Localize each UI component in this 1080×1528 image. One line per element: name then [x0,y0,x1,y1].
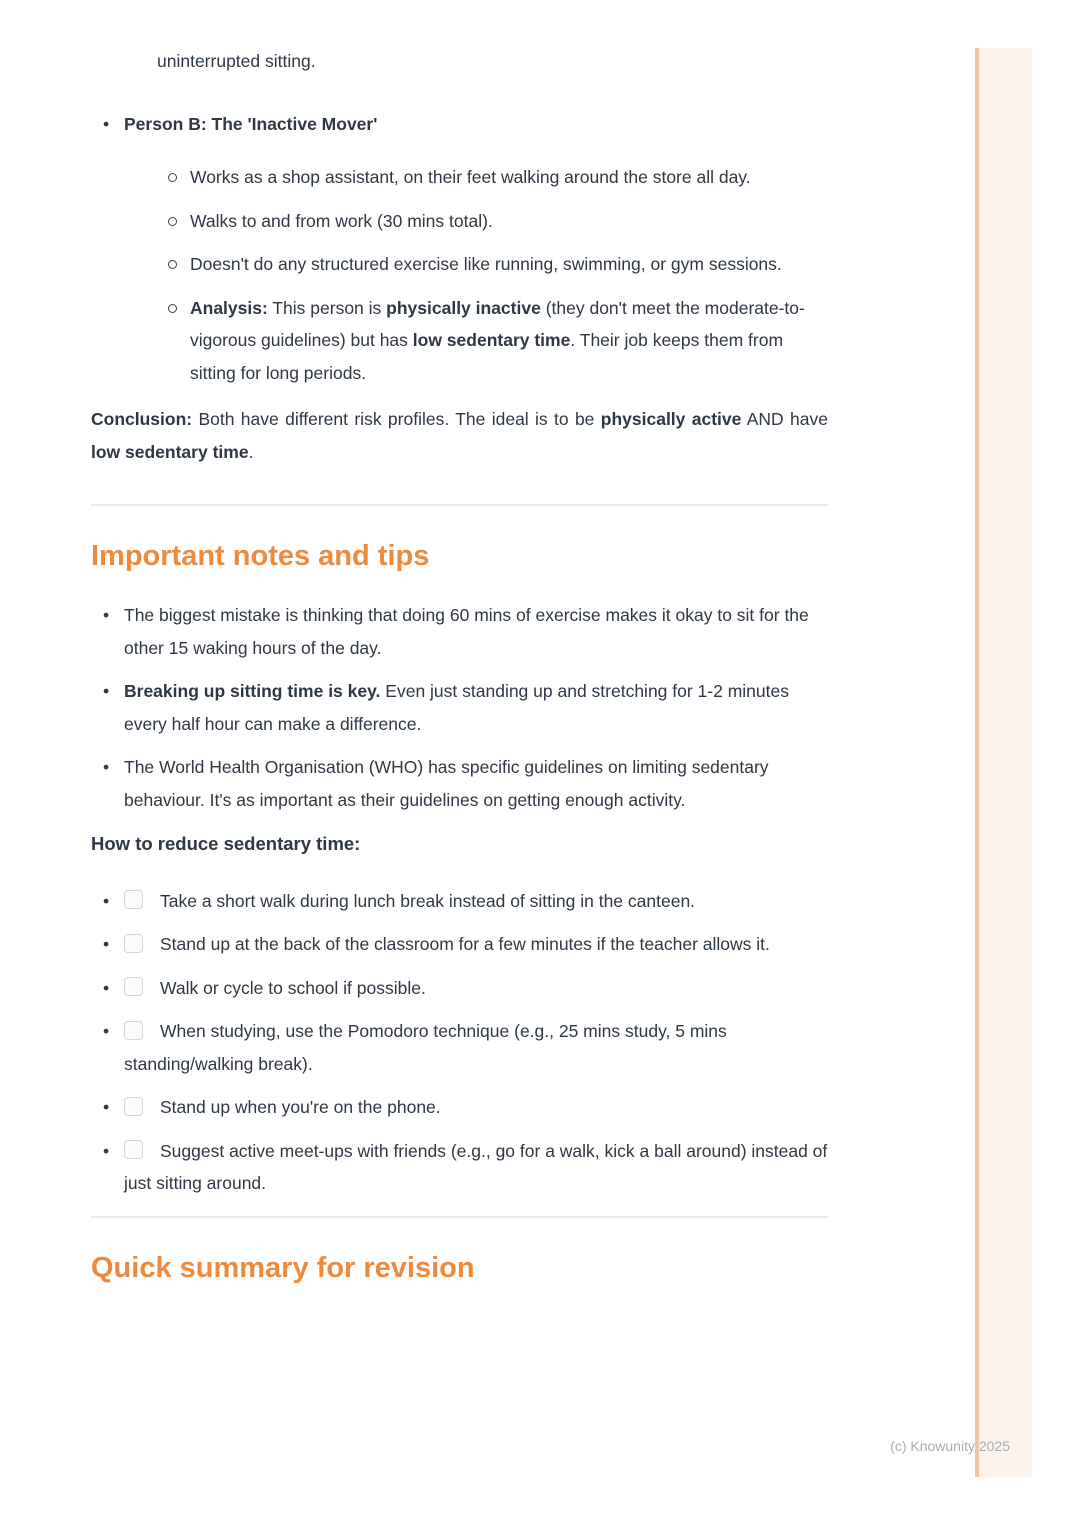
checklist-item [91,1091,828,1124]
todo-checkbox[interactable] [124,1021,143,1040]
checklist-item [91,1135,828,1200]
person-list [91,108,828,390]
conclusion-paragraph: Conclusion: Both have different risk profiles. The ideal is to be physically active AND have low sedentary time. [91,409,828,462]
document-body [91,45,828,1287]
checklist-item-text: Stand up at the back of the classroom for a few minutes if the teacher allows it. [160,934,770,954]
list-item: Works as a shop assistant, on their feet walking around the store all day. [124,161,828,194]
todo-checkbox[interactable] [124,977,143,996]
list-item: • The biggest mistake is thinking that doing 60 mins of exercise makes it okay to sit for the other 15 waking hours of the day. [91,599,828,664]
checklist-item [91,885,828,918]
list-item-person-b [91,108,828,390]
person-b-title: Person B: The 'Inactive Mover' [124,113,378,134]
notes-list [91,599,828,816]
list-item: • Breaking up sitting time is key. Even just standing up and stretching for 1-2 minutes every half hour can make a difference. [91,675,828,740]
todo-checkbox[interactable] [124,890,143,909]
list-item: Walks to and from work (30 mins total). [124,205,828,238]
checklist [91,885,828,1200]
checklist-item-text: Suggest active meet-ups with friends (e.g., go for a walk, kick a ball around) instead of just sitting around. [124,1140,828,1193]
copyright-footer: (c) Knowunity 2025 [890,1438,1010,1454]
todo-checkbox[interactable] [124,934,143,953]
subheading-reduce-sedentary-time: How to reduce sedentary time: [91,833,361,854]
section-divider [91,504,828,506]
paragraph-continuation: uninterrupted sitting. [157,51,316,71]
list-item-analysis: Analysis: This person is physically inactive (they don't meet the moderate-to-vigorous guidelines) but has low sedentary time. Their job keeps them from sitting for long periods. [124,292,828,390]
todo-checkbox[interactable] [124,1097,143,1116]
section-divider [91,1216,828,1218]
list-item: • The World Health Organisation (WHO) has specific guidelines on limiting sedentary behaviour. It's as important as their guidelines on getting enough activity. [91,751,828,816]
checklist-item-text: Walk or cycle to school if possible. [160,977,426,998]
checklist-item [91,1015,828,1080]
section-heading-quick-summary: Quick summary for revision [91,1251,475,1284]
list-item: Doesn't do any structured exercise like running, swimming, or gym sessions. [124,248,828,281]
todo-checkbox[interactable] [124,1140,143,1159]
checklist-item [91,928,828,961]
checklist-item-text: Stand up when you're on the phone. [160,1097,441,1117]
checklist-item [91,972,828,1005]
checklist-item-text: Take a short walk during lunch break instead of sitting in the canteen. [160,890,696,911]
page-accent-stripe-fill [979,48,1032,1477]
checklist-item-text: When studying, use the Pomodoro technique (e.g., 25 mins study, 5 mins standing/walking break). [124,1021,727,1074]
section-heading-important-notes: Important notes and tips [91,540,430,572]
person-b-sublist [124,161,828,389]
